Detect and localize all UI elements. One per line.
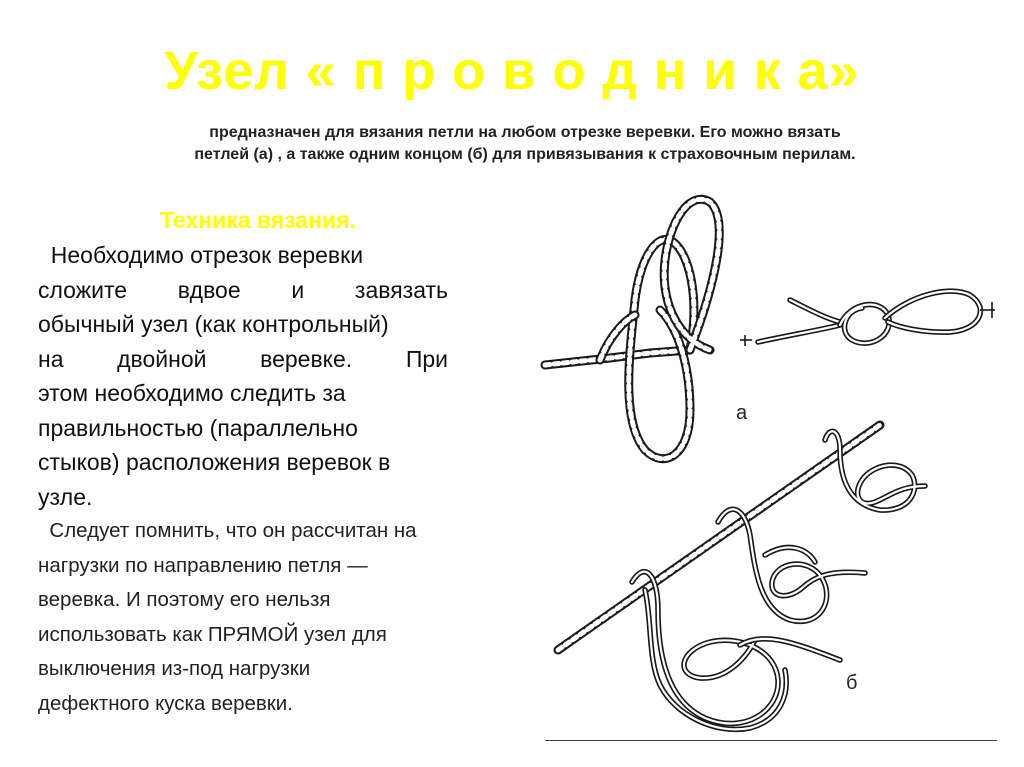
figure-b-stage-1 bbox=[825, 431, 925, 510]
warning-line: использовать как ПРЯМОЙ узел для bbox=[38, 622, 387, 646]
warning-line: нагрузки по направлению петля — bbox=[38, 553, 368, 577]
technique-line: на двойной веревке. При bbox=[38, 345, 448, 372]
warning-line: дефектного куска веревки. bbox=[38, 691, 293, 715]
warning-line: выключения из-под нагрузки bbox=[38, 657, 311, 680]
technique-line: стыков) расположения веревок в bbox=[38, 449, 391, 475]
subtitle bbox=[60, 122, 990, 166]
knot-drawing bbox=[540, 190, 1010, 750]
warning-line: Следует помнить, что он рассчитан на bbox=[38, 519, 417, 542]
technique-line: узле. bbox=[38, 483, 93, 510]
figure-label-a: а bbox=[736, 402, 748, 424]
technique-line: Необходимо отрезок веревки bbox=[38, 242, 364, 268]
section-heading: Техника вязания. bbox=[160, 207, 356, 233]
knot-illustration bbox=[540, 190, 1010, 750]
subtitle-line-1: предназначен для вязания петли на любом отрезке веревки. Его можно вязать bbox=[209, 124, 841, 141]
warning-paragraph bbox=[38, 514, 518, 721]
figure-b-stage-3 bbox=[632, 572, 840, 730]
technique-line: этом необходимо следить за bbox=[38, 380, 346, 406]
technique-line: сложите вдвое и завязать bbox=[38, 276, 448, 303]
bottom-divider bbox=[545, 740, 997, 741]
technique-paragraph bbox=[38, 238, 478, 514]
warning-line: веревка. И поэтому его нельзя bbox=[38, 588, 331, 611]
figure-a-loop-forming bbox=[545, 199, 719, 458]
figure-a-knot-finished bbox=[740, 291, 995, 346]
slide-title: Узел « п р о в о д н и к а» bbox=[164, 41, 860, 101]
technique-line: правильностью (параллельно bbox=[38, 414, 358, 441]
subtitle-line-2: петлей (а) , а также одним концом (б) для привязывания к страховочным перилам. bbox=[194, 146, 856, 163]
technique-line: обычный узел (как контрольный) bbox=[38, 311, 389, 337]
figure-b-rope bbox=[558, 425, 880, 650]
figure-label-b: б bbox=[846, 672, 858, 694]
